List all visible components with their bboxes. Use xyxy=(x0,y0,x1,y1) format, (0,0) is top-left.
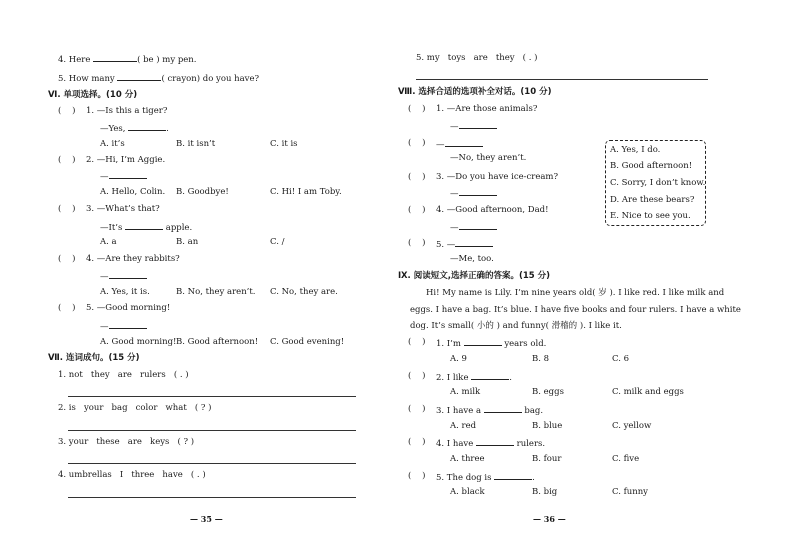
question-line xyxy=(100,170,147,183)
box-option-e[interactable]: E. Nice to see you. xyxy=(610,211,691,221)
answer-paren[interactable]: ( ) xyxy=(408,172,426,182)
answer-paren[interactable]: ( ) xyxy=(408,238,426,248)
dialogue-line xyxy=(450,187,497,200)
option-b[interactable]: B. an xyxy=(176,237,199,247)
answer-paren[interactable]: ( ) xyxy=(408,404,426,414)
q-text: apple. xyxy=(163,223,193,233)
sentence-item: 3. your these are keys ( ? ) xyxy=(58,437,195,447)
answer-blank[interactable] xyxy=(471,371,509,380)
answer-line[interactable] xyxy=(68,497,356,498)
q-text: 3. I have a xyxy=(436,406,484,416)
option-b[interactable]: B. 8 xyxy=(532,354,550,364)
sentence-item: 1. not they are rulers ( . ) xyxy=(58,370,189,380)
option-b[interactable]: B. four xyxy=(532,454,562,464)
q-text: 5. The dog is xyxy=(436,473,495,483)
answer-paren[interactable]: ( ) xyxy=(408,371,426,381)
question-4-fill xyxy=(58,53,196,66)
option-c[interactable]: C. Hi! I am Toby. xyxy=(270,187,342,197)
page-number: — 35 — xyxy=(190,514,223,524)
option-a[interactable]: A. a xyxy=(100,237,117,247)
option-a[interactable]: A. Good morning! xyxy=(100,337,177,347)
dialogue-line: 3. —Do you have ice-cream? xyxy=(436,172,559,182)
question-stem xyxy=(436,337,546,350)
answer-line[interactable] xyxy=(416,79,708,80)
answer-paren[interactable]: ( ) xyxy=(58,204,76,214)
answer-line[interactable] xyxy=(68,463,356,464)
answer-blank[interactable] xyxy=(494,471,532,480)
option-b[interactable]: B. it isn’t xyxy=(176,139,216,149)
sentence-item: 2. is your bag color what ( ? ) xyxy=(58,403,212,413)
dialogue-line: 4. —Good afternoon, Dad! xyxy=(436,205,549,215)
dialogue-line: —Me, too. xyxy=(450,254,494,264)
q-text: . xyxy=(509,373,512,383)
q-text: — xyxy=(100,272,109,282)
q-text: 1. I’m xyxy=(436,339,464,349)
answer-blank[interactable] xyxy=(445,138,483,147)
option-a[interactable]: A. three xyxy=(450,454,485,464)
option-a[interactable]: A. Hello, Colin. xyxy=(100,187,166,197)
answer-blank[interactable] xyxy=(484,404,522,413)
question-stem: 2. —Hi, I’m Aggie. xyxy=(86,155,166,165)
answer-blank[interactable] xyxy=(128,122,166,131)
section-8-title: Ⅷ. 选择合适的选项补全对话。(10 分) xyxy=(398,87,552,97)
answer-blank[interactable] xyxy=(459,120,497,129)
option-c[interactable]: C. five xyxy=(612,454,640,464)
q-text: — xyxy=(100,322,109,332)
option-b[interactable]: B. Goodbye! xyxy=(176,187,229,197)
dialogue-line xyxy=(436,138,483,151)
q-text: bag. xyxy=(521,406,544,416)
q-text: 5. How many xyxy=(58,74,118,84)
q-text: 4. I have xyxy=(436,439,476,449)
option-b[interactable]: B. Good afternoon! xyxy=(176,337,259,347)
option-c[interactable]: C. / xyxy=(270,237,285,247)
answer-blank[interactable] xyxy=(125,221,163,230)
question-stem xyxy=(436,471,535,484)
answer-blank[interactable] xyxy=(109,170,147,179)
question-stem: 4. —Are they rabbits? xyxy=(86,254,180,264)
question-stem: 5. —Good morning! xyxy=(86,303,171,313)
answer-blank[interactable] xyxy=(93,53,137,62)
option-a[interactable]: A. black xyxy=(450,487,485,497)
option-c[interactable]: C. it is xyxy=(270,139,298,149)
question-line xyxy=(100,270,147,283)
answer-line[interactable] xyxy=(68,430,356,431)
q-text: 5. — xyxy=(436,240,456,250)
q-text: 4. Here xyxy=(58,55,94,65)
option-c[interactable]: C. 6 xyxy=(612,354,630,364)
box-option-d[interactable]: D. Are these bears? xyxy=(610,195,695,205)
dialogue-line xyxy=(436,238,493,251)
option-a[interactable]: A. it’s xyxy=(100,139,125,149)
passage-line: eggs. I have a bag. It’s blue. I have five books and four rulers. I have a white xyxy=(410,305,741,315)
section-6-title: Ⅵ. 单项选择。(10 分) xyxy=(48,90,138,100)
q-text: 2. I like xyxy=(436,373,472,383)
option-a[interactable]: A. 9 xyxy=(450,354,467,364)
option-c[interactable]: C. No, they are. xyxy=(270,287,338,297)
option-b[interactable]: B. eggs xyxy=(532,387,564,397)
option-c[interactable]: C. milk and eggs xyxy=(612,387,684,397)
option-a[interactable]: A. red xyxy=(450,421,477,431)
option-c[interactable]: C. yellow xyxy=(612,421,652,431)
question-line xyxy=(100,122,169,135)
box-option-a[interactable]: A. Yes, I do. xyxy=(610,145,661,155)
answer-paren[interactable]: ( ) xyxy=(408,205,426,215)
answer-paren[interactable]: ( ) xyxy=(408,138,426,148)
question-stem xyxy=(436,404,543,417)
section-9-title: Ⅸ. 阅读短文,选择正确的答案。(15 分) xyxy=(398,271,551,281)
q-text: — xyxy=(450,122,459,132)
dialogue-line: —No, they aren’t. xyxy=(450,153,527,163)
q-text: — xyxy=(436,140,445,150)
question-line xyxy=(100,221,192,234)
page-number: — 36 — xyxy=(533,514,566,524)
answer-paren[interactable]: ( ) xyxy=(408,437,426,447)
answer-blank[interactable] xyxy=(109,270,147,279)
answer-blank[interactable] xyxy=(459,221,497,230)
sentence-item: 4. umbrellas I three have ( . ) xyxy=(58,470,206,480)
q-text: — xyxy=(450,223,459,233)
answer-paren[interactable]: ( ) xyxy=(58,106,76,116)
passage-line: Hi! My name is Lily. I’m nine years old( 岁 ). I like red. I like milk and xyxy=(426,288,725,298)
question-line xyxy=(100,320,147,333)
answer-paren[interactable]: ( ) xyxy=(408,337,426,347)
answer-paren[interactable]: ( ) xyxy=(58,303,76,313)
answer-blank[interactable] xyxy=(117,72,161,81)
option-b[interactable]: B. blue xyxy=(532,421,563,431)
section-7-title: Ⅶ. 连词成句。(15 分) xyxy=(48,353,140,363)
q-text: —It’s xyxy=(100,223,126,233)
q-text: . xyxy=(532,473,535,483)
q-text: — xyxy=(450,189,459,199)
answer-line[interactable] xyxy=(68,396,356,397)
q-text: years old. xyxy=(501,339,547,349)
dialogue-line xyxy=(450,221,497,234)
question-stem xyxy=(436,371,512,384)
dialogue-line: 1. —Are those animals? xyxy=(436,104,538,114)
answer-paren[interactable]: ( ) xyxy=(58,155,76,165)
answer-paren[interactable]: ( ) xyxy=(408,471,426,481)
box-option-b[interactable]: B. Good afternoon! xyxy=(610,161,693,171)
answer-paren[interactable]: ( ) xyxy=(58,254,76,264)
option-a[interactable]: A. Yes, it is. xyxy=(100,287,150,297)
question-stem: 1. —Is this a tiger? xyxy=(86,106,168,116)
passage-line: dog. It’s small( 小的 ) and funny( 滑稽的 ). I like it. xyxy=(410,321,622,331)
answer-blank[interactable] xyxy=(476,437,514,446)
q-text: rulers. xyxy=(513,439,546,449)
q-text: —Yes, xyxy=(100,124,129,134)
option-b[interactable]: B. No, they aren’t. xyxy=(176,287,256,297)
question-stem: 3. —What’s that? xyxy=(86,204,160,214)
option-b[interactable]: B. big xyxy=(532,487,558,497)
box-option-c[interactable]: C. Sorry, I don’t know. xyxy=(610,178,706,188)
option-c[interactable]: C. Good evening! xyxy=(270,337,345,347)
answer-blank[interactable] xyxy=(464,337,502,346)
answer-blank[interactable] xyxy=(109,320,147,329)
question-5-fill xyxy=(58,72,259,85)
answer-blank[interactable] xyxy=(459,187,497,196)
dialogue-line xyxy=(450,120,497,133)
question-stem xyxy=(436,437,545,450)
option-c[interactable]: C. funny xyxy=(612,487,648,497)
sentence-item: 5. my toys are they ( . ) xyxy=(416,53,538,63)
q-text: ( crayon) do you have? xyxy=(161,74,260,84)
option-a[interactable]: A. milk xyxy=(450,387,481,397)
q-text: . xyxy=(166,124,169,134)
answer-blank[interactable] xyxy=(455,238,493,247)
q-text: — xyxy=(100,172,109,182)
answer-paren[interactable]: ( ) xyxy=(408,104,426,114)
q-text: ( be ) my pen. xyxy=(137,55,197,65)
